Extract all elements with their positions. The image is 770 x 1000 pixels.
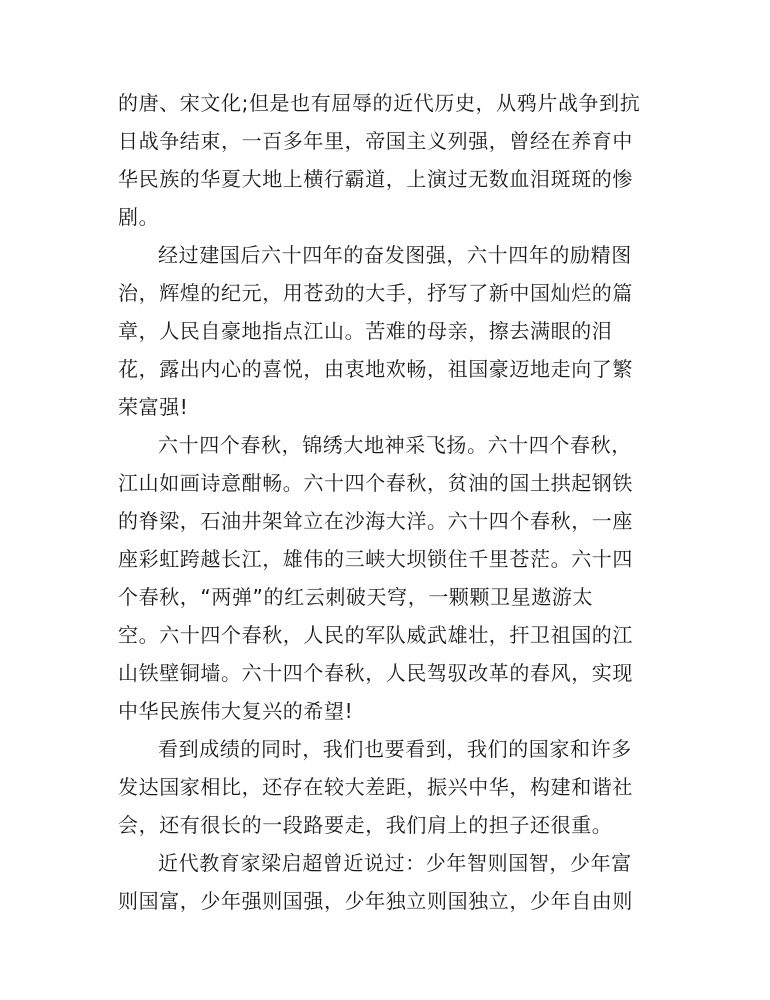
- text-line: 荣富强!: [118, 395, 189, 419]
- paragraph-start-line: 六十四个春秋，锦绣大地神采飞扬。六十四个春秋，: [158, 433, 632, 457]
- text-line: 会，还有很长的一段路要走，我们肩上的担子还很重。: [118, 813, 613, 837]
- text-line: 的唐、宋文化;但是也有屈辱的近代历史，从鸦片战争到抗: [118, 91, 641, 115]
- paragraph-start-line: 看到成绩的同时，我们也要看到，我们的国家和许多: [158, 737, 632, 761]
- text-line: 日战争结束，一百多年里，帝国主义列强，曾经在养育中: [118, 129, 633, 153]
- text-line: 华民族的华夏大地上横行霸道，上演过无数血泪斑斑的惨: [118, 167, 633, 191]
- text-line: 章，人民自豪地指点江山。苦难的母亲，擦去满眼的泪: [118, 319, 613, 343]
- text-line: 中华民族伟大复兴的希望!: [118, 699, 354, 723]
- text-line: 剧。: [118, 205, 160, 229]
- text-line: 江山如画诗意酣畅。六十四个春秋，贫油的国土拱起钢铁: [118, 471, 633, 495]
- paragraph-start-line: 经过建国后六十四年的奋发图强，六十四年的励精图: [158, 243, 632, 267]
- text-line: 发达国家相比，还存在较大差距，振兴中华，构建和谐社: [118, 775, 633, 799]
- text-line: 花，露出内心的喜悦，由衷地欢畅，祖国豪迈地走向了繁: [118, 357, 633, 381]
- text-line: 个春秋，“两弹”的红云刺破天穹，一颗颗卫星遨游太: [118, 585, 594, 609]
- text-line: 山铁壁铜墙。六十四个春秋，人民驾驭改革的春风，实现: [118, 661, 633, 685]
- text-line: 治，辉煌的纪元，用苍劲的大手，抒写了新中国灿烂的篇: [118, 281, 633, 305]
- text-line: 座彩虹跨越长江，雄伟的三峡大坝锁住千里苍茫。六十四: [118, 547, 633, 571]
- text-line: 空。六十四个春秋，人民的军队威武雄壮，扞卫祖国的江: [118, 623, 633, 647]
- text-line: 的脊梁，石油井架耸立在沙海大洋。六十四个春秋，一座: [118, 509, 633, 533]
- document-body: [118, 84, 641, 920]
- paragraph-start-line: 近代教育家梁启超曾近说过：少年智则国智，少年富: [158, 851, 632, 875]
- text-line: 则国富，少年强则国强，少年独立则国独立，少年自由则: [118, 889, 633, 913]
